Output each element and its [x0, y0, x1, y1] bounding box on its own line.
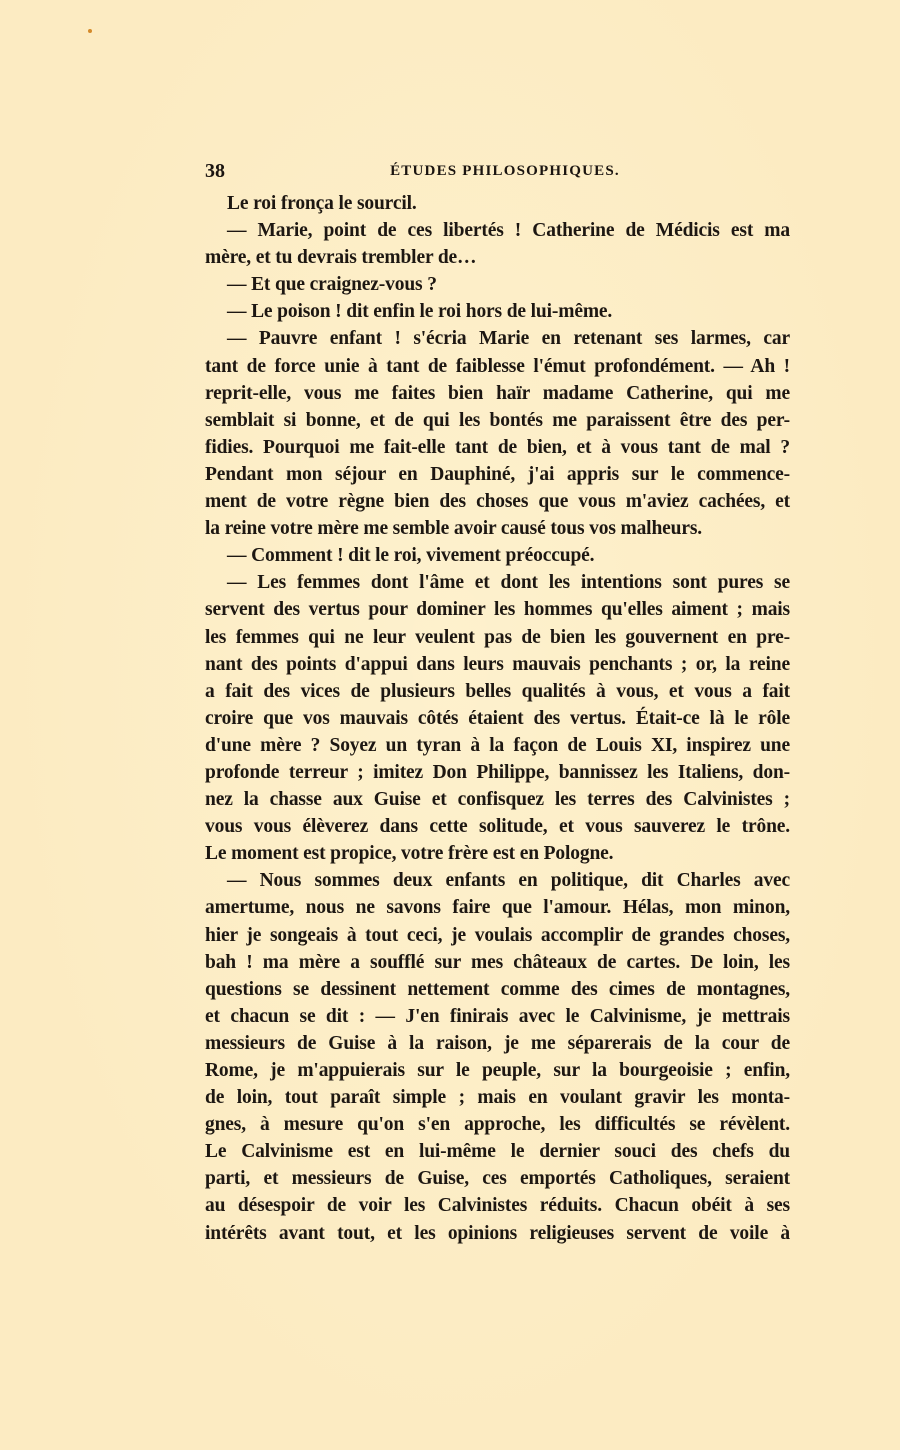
text-line: nant des points d'appui dans leurs mauvais penchants ; or, la reine — [205, 653, 790, 675]
text-line: Le roi fronça le sourcil. — [227, 193, 417, 214]
text-line: ment de votre règne bien des choses que vous m'aviez cachées, et — [205, 491, 790, 513]
text-line: Rome, je m'appuierais sur le peuple, sur la bourgeoisie ; enfin, — [205, 1060, 790, 1081]
text-line: fidies. Pourquoi me fait-elle tant de bien, et à vous tant de mal ? — [205, 436, 790, 458]
text-line: semblait si bonne, et de qui les bontés me paraissent être des per- — [205, 409, 790, 431]
text-line: intérêts avant tout, et les opinions religieuses servent de voile à — [205, 1222, 790, 1244]
text-line: — Marie, point de ces libertés ! Catherine de Médicis est ma — [227, 220, 790, 242]
text-line: profonde terreur ; imitez Don Philippe, bannissez les Italiens, don- — [205, 761, 790, 783]
text-line: nez la chasse aux Guise et confisquez les terres des Calvinistes ; — [205, 789, 790, 811]
text-line: messieurs de Guise à la raison, je me séparerais de la cour de — [205, 1032, 790, 1054]
text-line: Le moment est propice, votre frère est en Pologne. — [205, 843, 614, 865]
text-line: et chacun se dit : — J'en finirais avec le Calvinisme, je mettrais — [205, 1005, 790, 1027]
text-line: — Les femmes dont l'âme et dont les intentions sont pures se — [227, 572, 790, 594]
text-line: gnes, à mesure qu'on s'en approche, les difficultés se révèlent. — [205, 1114, 790, 1136]
text-line: questions se dessinent nettement comme des cimes de montagnes, — [205, 978, 790, 1000]
body-text — [205, 190, 790, 1247]
text-line: au désespoir de voir les Calvinistes réduits. Chacun obéit à ses — [205, 1195, 790, 1217]
text-line: la reine votre mère me semble avoir causé tous vos malheurs. — [205, 518, 703, 540]
text-line: Le Calvinisme est en lui-même le dernier souci des chefs du — [205, 1141, 790, 1163]
page-header — [205, 160, 795, 184]
text-line: — Comment ! dit le roi, vivement préoccupé. — [227, 545, 595, 567]
text-line: parti, et messieurs de Guise, ces emportés Catholiques, seraient — [205, 1168, 790, 1190]
text-line: vous vous élèverez dans cette solitude, et vous sauverez le trône. — [205, 816, 790, 838]
text-line: hier je songeais à tout ceci, je voulais accomplir de grandes choses, — [205, 924, 790, 946]
text-line: Pendant mon séjour en Dauphiné, j'ai appris sur le commence- — [205, 463, 790, 485]
text-line: reprit-elle, vous me faites bien haïr madame Catherine, qui me — [205, 382, 790, 404]
text-line: mère, et tu devrais trembler de… — [205, 247, 477, 269]
text-line: bah ! ma mère a soufflé sur mes châteaux de cartes. De loin, les — [205, 951, 790, 973]
text-line: — Nous sommes deux enfants en politique, dit Charles avec — [227, 870, 790, 892]
text-line: a fait des vices de plusieurs belles qualités à vous, et vous a fait — [205, 680, 790, 702]
text-line: servent des vertus pour dominer les hommes qu'elles aiment ; mais — [205, 599, 790, 621]
text-line: — Et que craignez-vous ? — [227, 274, 437, 296]
text-line: d'une mère ? Soyez un tyran à la façon de Louis XI, inspirez une — [205, 734, 790, 756]
paper-speck — [88, 29, 92, 33]
text-line: de loin, tout paraît simple ; mais en voulant gravir les monta- — [205, 1087, 790, 1109]
text-line: amertume, nous ne savons faire que l'amour. Hélas, mon minon, — [205, 897, 790, 919]
text-line: tant de force unie à tant de faiblesse l'émut profondément. — Ah ! — [205, 355, 790, 377]
page-number: 38 — [205, 160, 225, 182]
text-line: — Le poison ! dit enfin le roi hors de lui-même. — [227, 301, 613, 323]
text-line: croire que vos mauvais côtés étaient des vertus. Était-ce là le rôle — [205, 707, 790, 729]
running-title: ÉTUDES PHILOSOPHIQUES. — [390, 163, 620, 179]
text-line: les femmes qui ne leur veulent pas de bien les gouvernent en pre- — [205, 626, 790, 648]
text-line: — Pauvre enfant ! s'écria Marie en retenant ses larmes, car — [227, 328, 790, 350]
